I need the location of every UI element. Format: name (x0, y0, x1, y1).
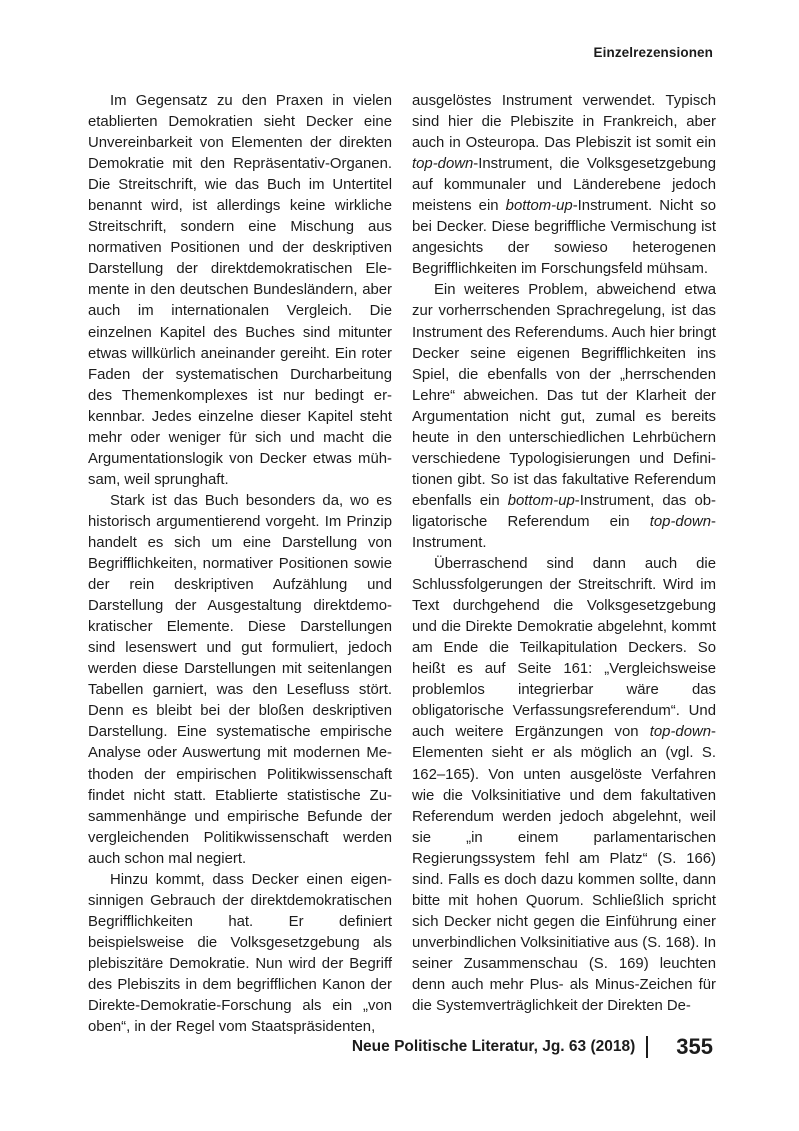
italic-term: bottom-up (507, 492, 575, 509)
text-run: -Instrument. Nicht so bei Decker. Diese begriffliche Vermischung ist angesichts der sowieso heterogenen Begrifflichkeiten im Forschungsfeld mühsam. (412, 198, 716, 278)
paragraph: Im Gegensatz zu den Praxen in vielen etablierten Demokratien sieht Decker eine Unvereinbarkeit von Elementen der direkten Demokratie mit den Repräsentativ-Organen. Die Streitschrift, wie das Buch im Untertitel benannt wird, ist allerdings keine wirkliche Streitschrift, sondern eine Mischung aus normativen Positionen und der deskriptiven Darstellung der direktdemokratischen Elemente in den deutschen Bundesländern, aber auch im internationalen Vergleich. Die einzelnen Kapitel des Buches sind mitunter etwas willkürlich aneinander gereiht. Ein roter Faden der systematischen Durcharbeitung des Themenkomplexes ist nur bedingt erkennbar. Jedes einzelne dieser Kapitel steht mehr oder weniger für sich und macht die Argumentationslogik von Decker etwas mühsam, weil sprunghaft. (88, 93, 392, 488)
paragraph (412, 280, 716, 554)
text-run: -Instrument, die Volksgesetzgebung auf kommunaler und Länderebene jedoch meistens ein (412, 156, 716, 215)
footer-divider (646, 1036, 648, 1058)
left-column (88, 91, 392, 1038)
text-run: -Elementen sieht er als möglich an (vgl. S. 162–165). Von unten ausgelöste Verfahren wie die Volksinitiative und dem fakultativen Referendum werden jedoch abgelehnt, weil sie „in einem parlamentarischen Regierungssystem fehl am Platz“ (S. 166) sind. Falls es doch dazu kommen sollte, dann bitte mit hohen Quorum. Schließlich spricht sich Decker nicht gegen die Einführung einer unverbindlichen Volksinitiative aus (S. 168). In seiner Zusammenschau (S. 169) leuchten denn auch mehr Plus- als Minus-Zeichen für die Systemverträglichkeit der Direkten De- (412, 724, 716, 1015)
journal-citation: Neue Politische Literatur, Jg. 63 (2018) (351, 1038, 636, 1055)
right-column (412, 91, 716, 1017)
text-run: -Instrument. (412, 513, 716, 551)
paragraph: Hinzu kommt, dass Decker einen eigensinnigen Gebrauch der direktdemokratischen Begrifflichkeiten hat. Er definiert beispielsweise die Volksgesetzgebung als plebiszitäre Demokratie. Nun wird der Begriff des Plebiszits in dem begrifflichen Kanon der Direkte-Demokratie-Forschung als ein „von oben“, in der Regel vom Staatspräsidenten, (88, 871, 392, 1036)
italic-term: bottom-up (505, 198, 573, 215)
paragraph (412, 91, 716, 280)
italic-term: top-down (412, 156, 474, 173)
text-run: ausgelöstes Instrument verwendet. Typisch sind hier die Plebiszite in Frankreich, aber auch in Osteuropa. Das Plebiszit ist somit ein (412, 93, 716, 152)
italic-term: top-down (649, 724, 712, 741)
paragraph (412, 554, 716, 1017)
paragraph: Stark ist das Buch besonders da, wo es historisch argumentierend vorgeht. Im Prinzip handelt es sich um eine Darstellung von Begrifflichkeiten, normativer Positionen sowie der rein deskriptiven Aufzählung und Darstellung der Ausgestaltung direktdemokratischer Elemente. Diese Darstellungen sind lesenswert und gut formuliert, jedoch werden diese Darstellungen mit seitenlangen Tabellen garniert, was den Lesefluss stört. Denn es bleibt bei der bloßen deskriptiven Darstellung. Eine systematische empirische Analyse oder Auswertung mit modernen Methoden der empirischen Politikwissenschaft findet nicht statt. Etablierte statistische Zusammenhänge und empirische Befunde der vergleichenden Politikwissenschaft werden auch schon mal negiert. (88, 492, 392, 867)
page-number: 355 (676, 1034, 713, 1059)
running-header: Einzelrezensionen (593, 45, 713, 60)
page-footer (352, 1034, 713, 1060)
text-run: Ein weiteres Problem, abweichend etwa zur vorherrschenden Sprachregelung, ist das Instrument des Referendums. Auch hier bringt Decker seine eigenen Begrifflichkeiten ins Spiel, die ebenfalls von der „herrschenden Lehre“ abweichen. Das tut der Klarheit der Argumentation nicht gut, zumal es bereits heute in den unterschiedlichen Lehrbüchern verschiedene Typologisierungen und Definitionen gibt. So ist das fakultative Referendum ebenfalls ein (412, 282, 716, 509)
italic-term: top-down (649, 513, 712, 530)
text-run: Überraschend sind dann auch die Schlussfolgerungen der Streitschrift. Wird im Text durchgehend die Volksgesetzgebung und die Direkte Demokratie abgelehnt, kommt am Ende die Teilkapitulation Deckers. So heißt es auf Seite 161: „Vergleichsweise problemlos integrierbar wäre das obligatorische Verfassungsreferendum“. Und auch weitere Ergänzungen von (412, 556, 716, 741)
text-run: -Instrument, das obligatorische Referendum ein (412, 492, 716, 530)
